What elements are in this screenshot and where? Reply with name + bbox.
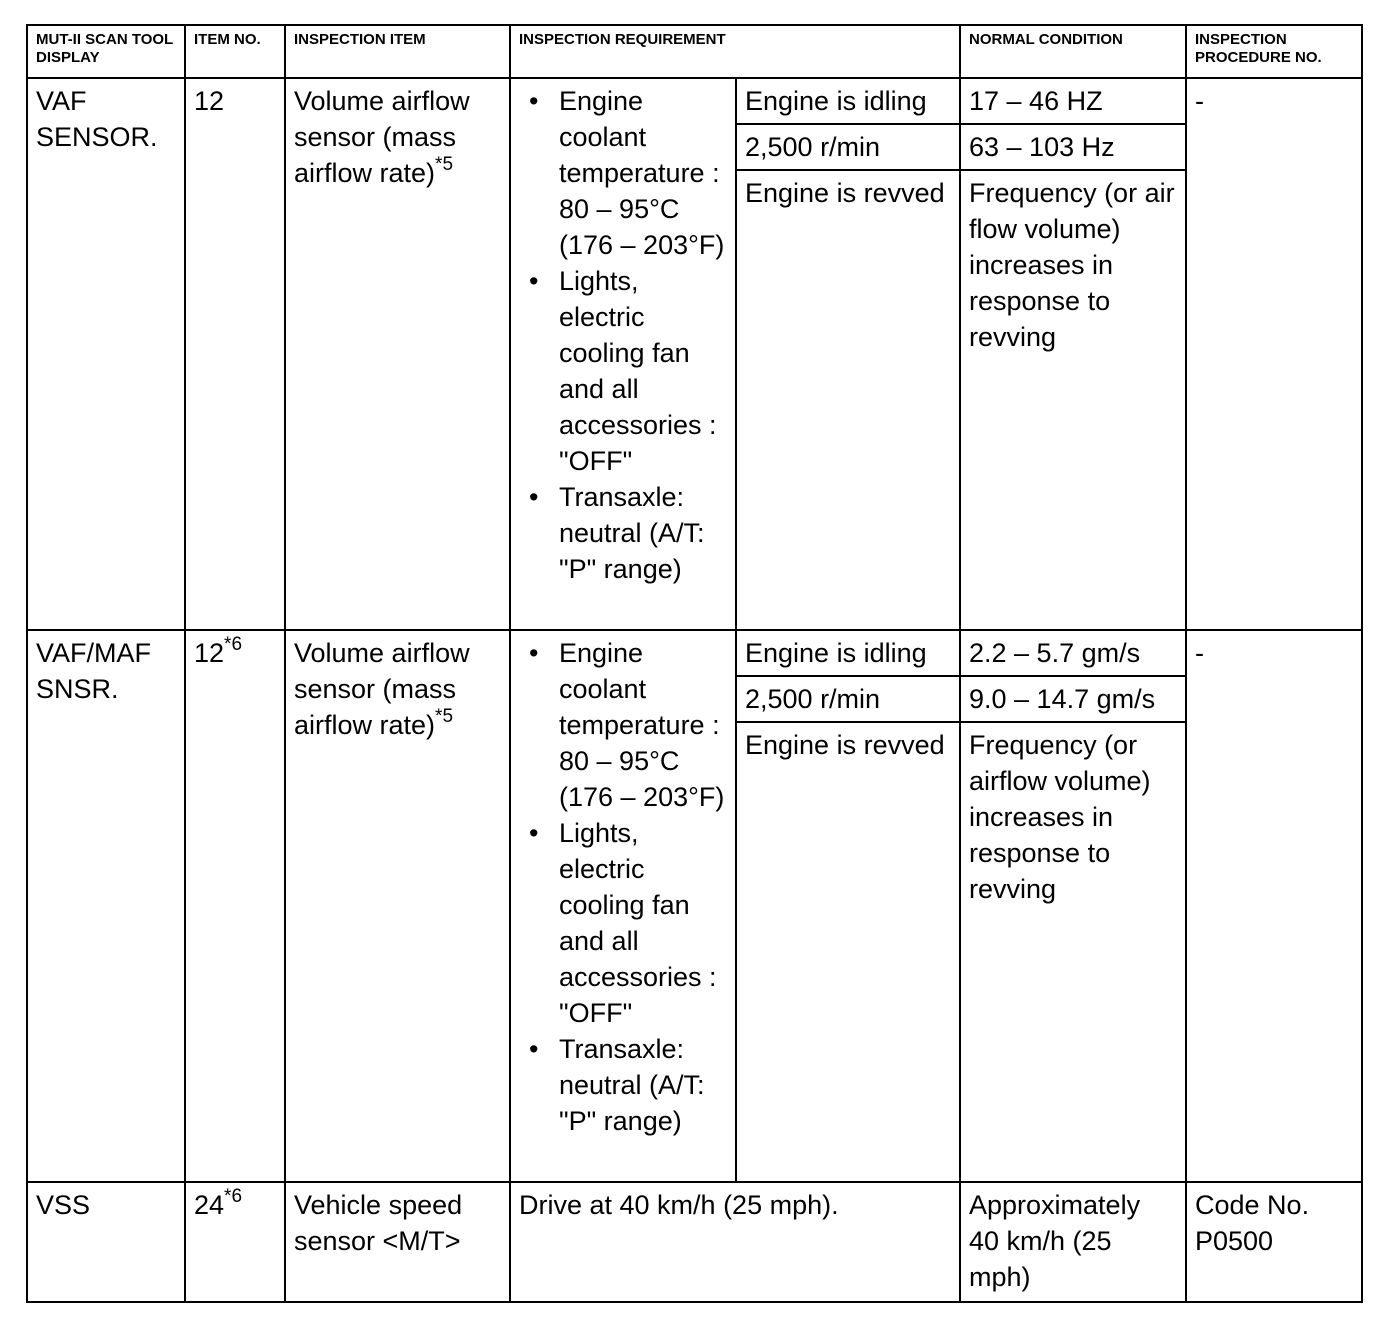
cell-procedure: - [1186,630,1362,1182]
bullet: • [529,266,539,296]
item-no-value: 12 [194,638,225,668]
cell-state: Engine is idling [736,630,960,676]
bullet: • [529,86,539,116]
list-item: • Lights, electric cooling fan and all accessories : "OFF" [519,815,731,1031]
table-row [27,78,1362,124]
header-requirement: INSPECTION REQUIREMENT [510,25,960,78]
cell-state: Engine is idling [736,78,960,124]
bullet: • [529,1034,539,1064]
item-no-footnote: *6 [224,634,243,655]
inspection-table [26,24,1363,1303]
cell-procedure: Code No. P0500 [1186,1182,1362,1302]
list-item: • Lights, electric cooling fan and all accessories : "OFF" [519,263,731,479]
list-item: • Transaxle: neutral (A/T: "P" range) [519,479,731,587]
cell-item [285,630,510,1182]
header-display: MUT-II SCAN TOOL DISPLAY [27,25,185,78]
cell-normal: Approximately 40 km/h (25 mph) [960,1182,1186,1302]
cell-requirement: Drive at 40 km/h (25 mph). [510,1182,960,1302]
bullet: • [529,638,539,668]
cell-state: 2,500 r/min [736,676,960,722]
bullet: • [529,818,539,848]
cell-state: Engine is revved [736,170,960,630]
table-row [27,630,1362,676]
header-normal: NORMAL CONDITION [960,25,1186,78]
cell-normal: Frequency (or airflow volume) increases in response to revving [960,722,1186,1182]
item-no-value: 12 [194,86,225,116]
cell-state: 2,500 r/min [736,124,960,170]
cell-normal: 2.2 – 5.7 gm/s [960,630,1186,676]
item-text: Volume airflow sensor (mass airflow rate) [294,638,470,740]
cell-item-no [185,78,285,630]
list-item: • Transaxle: neutral (A/T: "P" range) [519,1031,731,1139]
table-row [27,1182,1362,1302]
item-text: Volume airflow sensor (mass airflow rate) [294,86,470,188]
item-no-footnote: *6 [224,1186,243,1207]
cell-item-no [185,1182,285,1302]
cell-requirements [510,630,736,1182]
requirement-list [519,83,731,587]
cell-display: VSS [27,1182,185,1302]
item-footnote: *5 [435,706,454,727]
cell-procedure: - [1186,78,1362,630]
requirement-list [519,635,731,1139]
cell-item: Vehicle speed sensor <M/T> [285,1182,510,1302]
bullet: • [529,482,539,512]
cell-normal: 9.0 – 14.7 gm/s [960,676,1186,722]
cell-display: VAF/MAF SNSR. [27,630,185,1182]
list-item: • Engine coolant temperature : 80 – 95°C (176 – 203°F) [519,635,731,815]
list-item: • Engine coolant temperature : 80 – 95°C (176 – 203°F) [519,83,731,263]
cell-normal: Frequency (or air flow volume) increases in response to revving [960,170,1186,630]
cell-item-no [185,630,285,1182]
cell-state: Engine is revved [736,722,960,1182]
header-row [27,25,1362,78]
cell-normal: 17 – 46 HZ [960,78,1186,124]
header-procedure: INSPECTION PROCEDURE NO. [1186,25,1362,78]
cell-item [285,78,510,630]
cell-normal: 63 – 103 Hz [960,124,1186,170]
item-footnote: *5 [435,154,454,175]
cell-display: VAF SENSOR. [27,78,185,630]
header-item: INSPECTION ITEM [285,25,510,78]
cell-requirements [510,78,736,630]
header-item-no: ITEM NO. [185,25,285,78]
item-no-value: 24 [194,1190,225,1220]
